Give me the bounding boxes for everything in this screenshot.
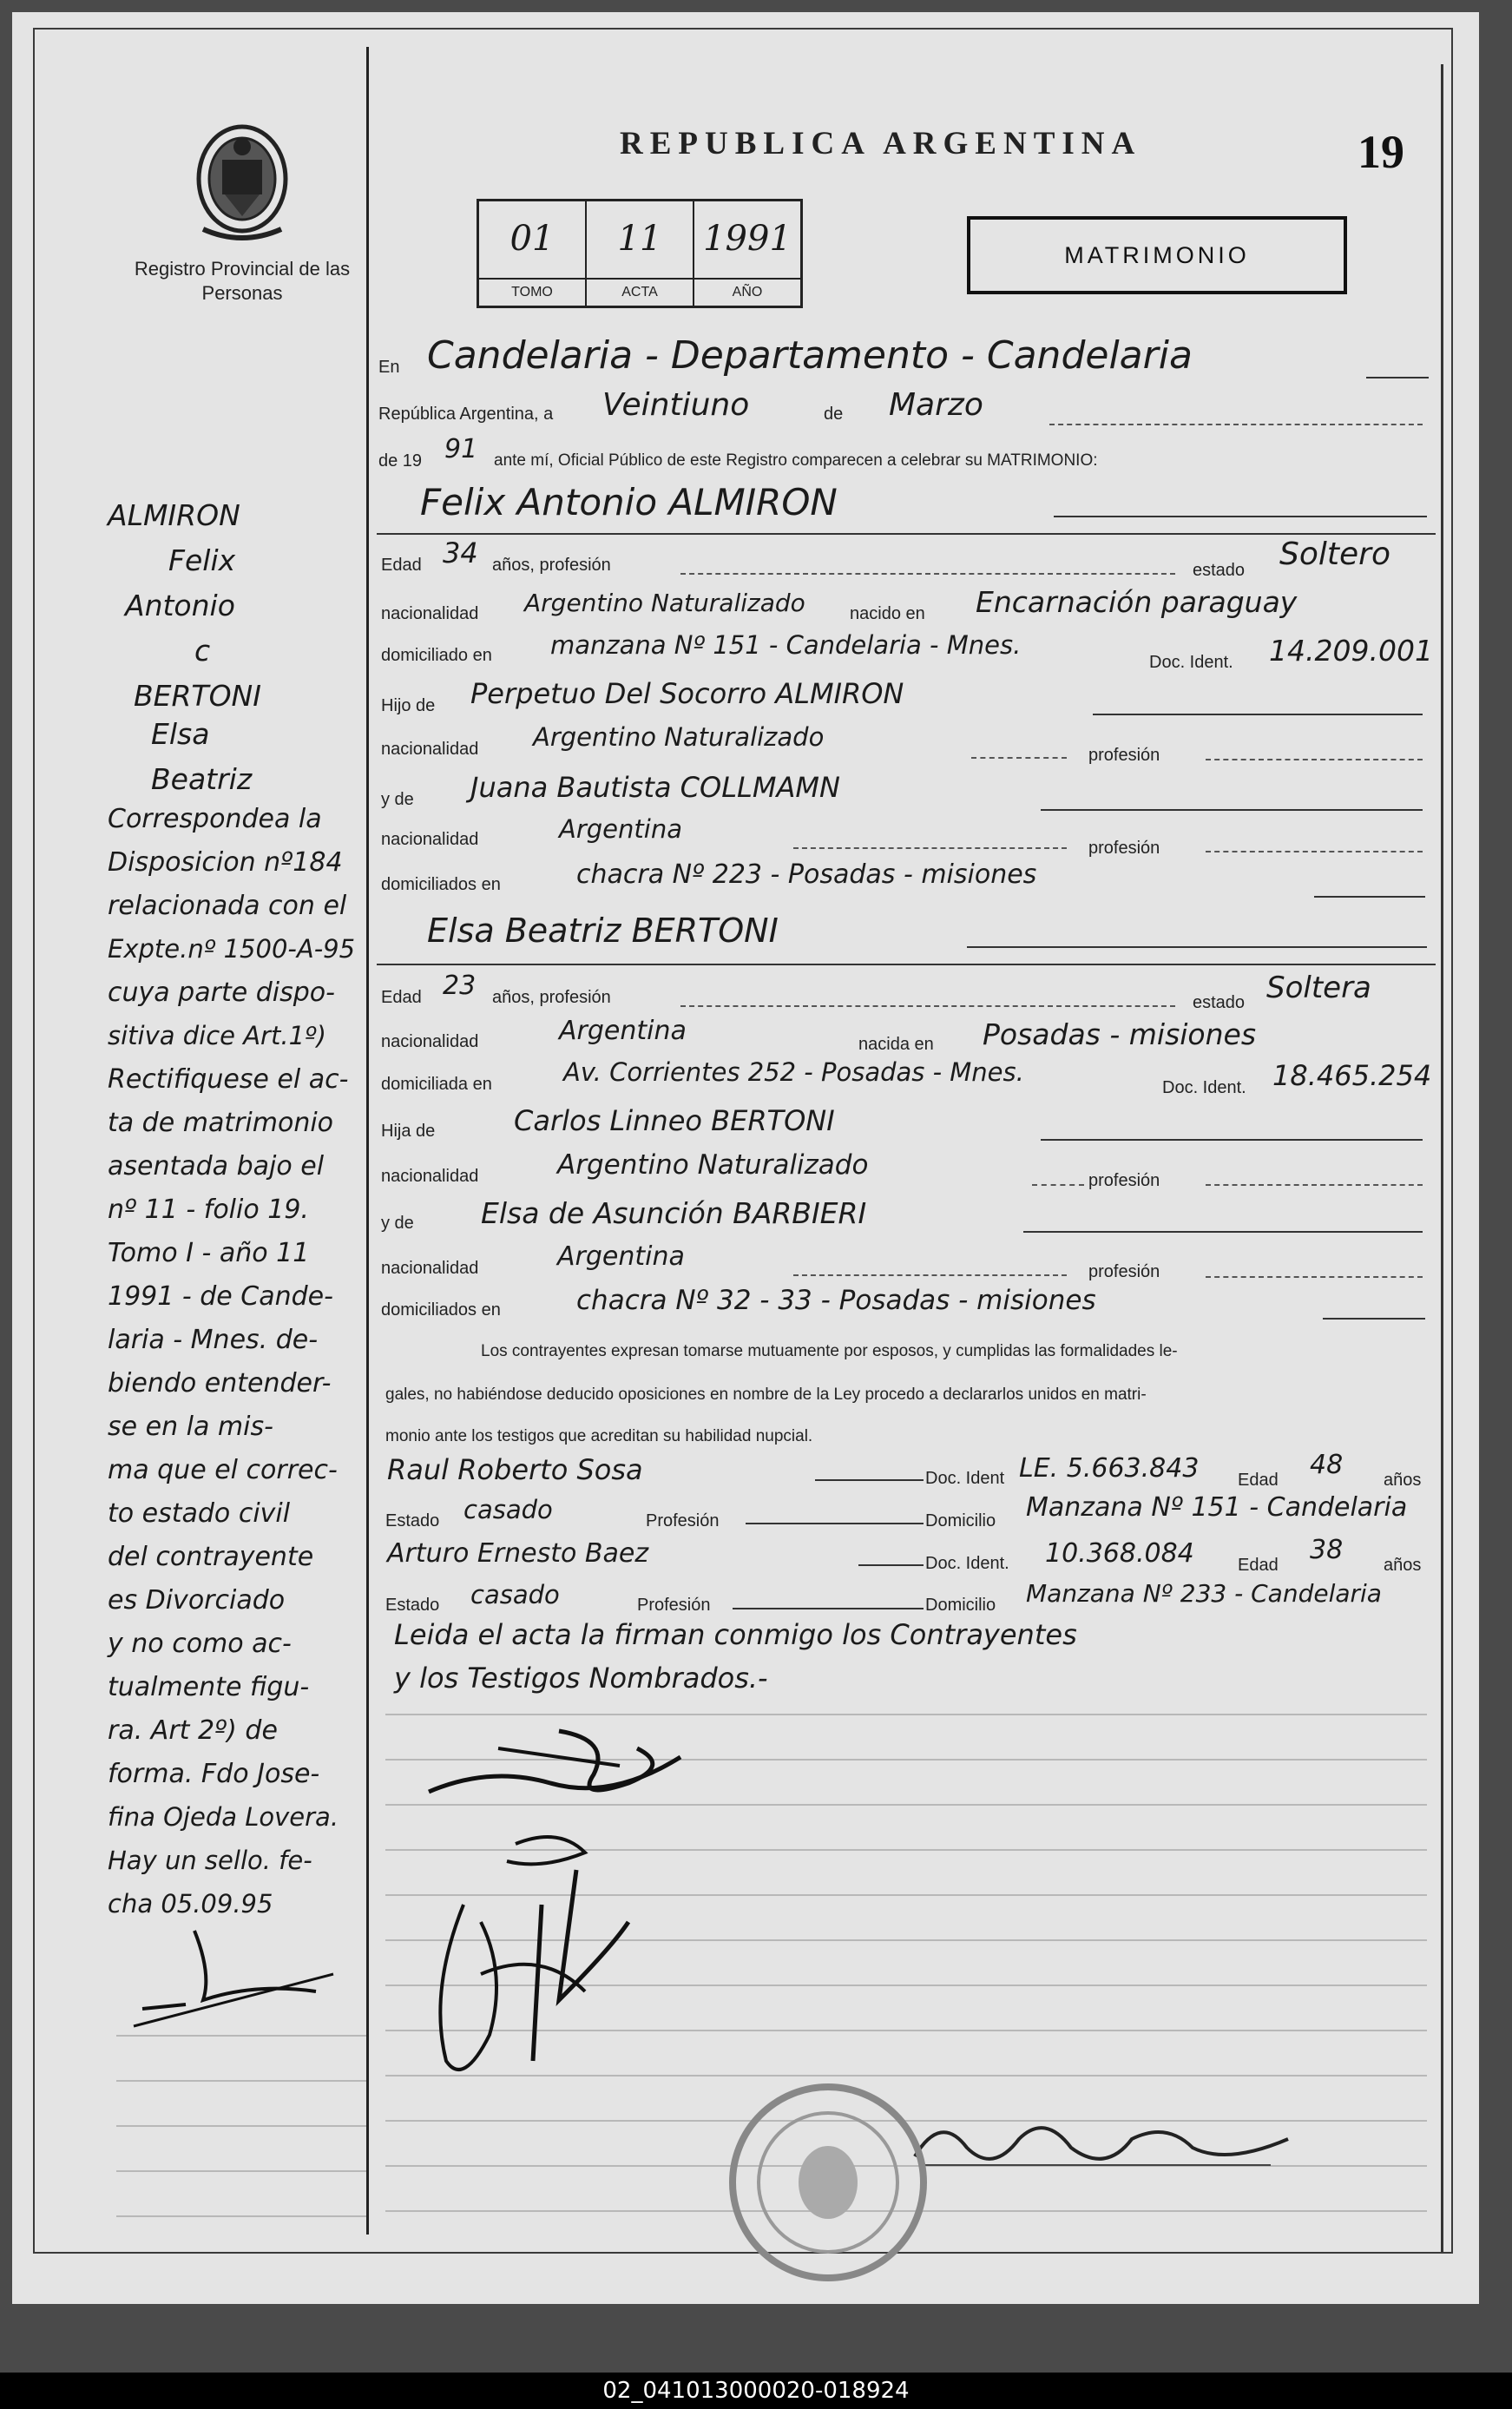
margin-line: Hay un sello. fe- [108,1846,312,1875]
margin-line: relacionada con el [108,891,347,921]
tomo-label: TOMO [479,278,585,306]
registry-name: Registro Provincial de las Personas [134,258,351,304]
rule [967,946,1427,948]
acta-value: 11 [617,219,662,259]
margin-line: cha 05.09.95 [108,1889,273,1919]
page-number: 19 [1358,126,1404,178]
groom-parents-address: chacra Nº 223 - Posadas - misiones [576,859,1037,890]
witness-1-dom-label: Domicilio [925,1511,996,1530]
groom-doc-label: Doc. Ident. [1149,653,1233,672]
witness-2-doc: 10.368.084 [1045,1538,1194,1569]
rule [1023,1231,1423,1233]
rule [746,1523,924,1524]
margin-line: BERTONI [134,679,261,713]
scan-border [12,2305,1488,2374]
margin-line: biendo entender- [108,1368,332,1399]
witness-1-doc-label: Doc. Ident [925,1469,1005,1488]
margin-line: Tomo I - año 11 [108,1238,310,1268]
bride-mother-nac: Argentina [557,1241,685,1272]
groom-hijo-label: Hijo de [381,696,436,715]
groom-father-nac: Argentino Naturalizado [533,722,825,752]
provincial-seal-icon [177,116,307,247]
witness-1-estado: casado [463,1495,553,1524]
groom-father-prof-label: profesión [1088,746,1160,765]
margin-line: ra. Art 2º) de [108,1715,278,1746]
rule [1032,1184,1084,1186]
margin-line: y no como ac- [108,1629,292,1659]
groom-estado-label: estado [1193,561,1246,580]
groom-domicilio-label: domiciliado en [381,646,492,665]
rule [1041,1139,1423,1141]
groom-doc: 14.209.001 [1269,634,1433,668]
bride-father-nac: Argentino Naturalizado [557,1149,869,1181]
margin-line: se en la mis- [108,1412,273,1442]
margin-line: Beatriz [151,762,253,796]
ruled-line [116,2215,366,2217]
intro-statement: ante mí, Oficial Público de este Registro comparecen a celebrar su MATRIMONIO: [494,451,1098,470]
ruled-line [116,2125,366,2127]
place-value: Candelaria - Departamento - Candelaria [427,333,1193,378]
margin-line: sitiva dice Art.1º) [108,1021,326,1050]
witness-2-estado: casado [470,1580,560,1609]
closing-line-2: gales, no habiéndose deducido oposiciones en nombre de la Ley procedo a declararlos unidos en matri- [385,1386,1147,1404]
groom-nacionalidad-label: nacionalidad [381,604,479,623]
bride-birthplace: Posadas - misiones [983,1017,1257,1051]
bride-profesion-label: años, profesión [492,988,611,1007]
margin-signature [125,1922,351,2044]
right-border [1441,64,1443,2252]
bride-mother-nac-label: nacionalidad [381,1259,479,1278]
rule [377,964,1436,965]
margin-line: c [194,634,211,668]
month-value: Marzo [889,387,983,423]
rule [793,847,1067,849]
rule [1323,1318,1425,1320]
final-note-line-1: Leida el acta la firman conmigo los Contrayentes [394,1618,1077,1651]
bride-mother: Elsa de Asunción BARBIERI [481,1196,867,1230]
rule [1054,516,1427,517]
margin-line: Elsa [151,717,210,751]
ruled-line [116,2080,366,2082]
bride-father: Carlos Linneo BERTONI [514,1104,835,1137]
groom-edad-label: Edad [381,556,422,575]
bride-parents-address: chacra Nº 32 - 33 - Posadas - misiones [576,1285,1096,1316]
groom-age: 34 [443,536,478,569]
bride-edad-label: Edad [381,988,422,1007]
witness-2-age: 38 [1310,1535,1344,1565]
margin-line: ALMIRON [108,498,240,532]
witness-1-dom: Manzana Nº 151 - Candelaria [1026,1492,1408,1523]
bride-mother-prof-label: profesión [1088,1262,1160,1281]
groom-father-nac-label: nacionalidad [381,740,479,759]
bride-doc: 18.465.254 [1272,1059,1432,1092]
country-title: REPUBLICA ARGENTINA [620,126,1142,161]
margin-line: ma que el correc- [108,1455,338,1485]
rule [1206,851,1423,852]
witness-2-edad-label: Edad [1238,1556,1279,1575]
rule [1049,424,1423,425]
document-page [12,12,1479,2304]
witness-1-anios-label: años [1384,1471,1422,1490]
margin-line: Expte.nº 1500-A-95 [108,934,356,964]
signature-2 [411,1818,689,2096]
groom-father: Perpetuo Del Socorro ALMIRON [470,677,904,710]
image-id-caption: 02_041013000020-018924 [0,2373,1512,2409]
witness-2-dom-label: Domicilio [925,1596,996,1615]
groom-birthplace: Encarnación paraguay [976,585,1298,619]
witness-1-name: Raul Roberto Sosa [387,1453,643,1486]
anio-label: AÑO [694,278,800,306]
margin-line: fina Ojeda Lovera. [108,1802,339,1832]
closing-line-3: monio ante los testigos que acreditan su habilidad nupcial. [385,1427,813,1445]
margin-line: del contrayente [108,1542,314,1572]
margin-line: tualmente figu- [108,1672,310,1702]
acta-cell [587,201,694,306]
margin-line: asentada bajo el [108,1151,325,1181]
anio-cell [694,201,800,306]
groom-nacido-label: nacido en [850,604,925,623]
rule [793,1274,1067,1276]
witness-1-edad-label: Edad [1238,1471,1279,1490]
tomo-cell [479,201,587,306]
groom-mother: Juana Bautista COLLMAMN [470,771,840,804]
margin-line: Antonio [125,589,235,622]
final-note-line-2: y los Testigos Nombrados.- [394,1662,768,1695]
rule [858,1564,924,1566]
rule [733,1608,924,1609]
act-type-box: MATRIMONIO [967,216,1347,294]
margin-line: Rectifiquese el ac- [108,1064,349,1095]
groom-address: manzana Nº 151 - Candelaria - Mnes. [550,630,1022,660]
witness-2-doc-label: Doc. Ident. [925,1554,1009,1573]
bride-name: Elsa Beatriz BERTONI [427,912,779,950]
margin-line: forma. Fdo Jose- [108,1759,320,1789]
witness-1-estado-label: Estado [385,1511,440,1530]
signature-1 [420,1714,698,1818]
closing-line-1: Los contrayentes expresan tomarse mutuamente por esposos, y cumplidas las formalidades le- [481,1342,1178,1360]
rule [1206,759,1423,760]
groom-mother-prof-label: profesión [1088,839,1160,858]
bride-yde-label: y de [381,1214,414,1233]
bride-domiciliada-label: domiciliada en [381,1075,492,1094]
witness-1-age: 48 [1310,1450,1344,1480]
witness-2-dom: Manzana Nº 233 - Candelaria [1026,1579,1382,1608]
witness-1-profesion-label: Profesión [646,1511,720,1530]
groom-name: Felix Antonio ALMIRON [420,481,838,523]
bride-nacionalidad: Argentina [559,1016,687,1046]
bride-nacionalidad-label: nacionalidad [381,1032,479,1051]
official-stamp-icon [724,2078,932,2287]
rule [1206,1184,1423,1186]
bride-nacida-label: nacida en [858,1035,934,1054]
bride-estado-label: estado [1193,993,1246,1012]
groom-nacionalidad: Argentino Naturalizado [524,589,805,617]
de-label: de [824,405,844,424]
tomo-value: 01 [509,219,555,259]
rule [971,757,1067,759]
anio-value: 1991 [703,219,792,259]
witness-2-profesion-label: Profesión [637,1596,711,1615]
rule [1093,714,1423,715]
margin-line: Felix [168,543,236,577]
bride-age: 23 [443,971,477,1001]
margin-line: Correspondea la [108,804,322,834]
bride-father-nac-label: nacionalidad [381,1167,479,1186]
witness-2-anios-label: años [1384,1556,1422,1575]
groom-mother-nac: Argentina [559,814,682,844]
year-label: de 19 [378,451,423,471]
day-value: Veintiuno [602,387,750,423]
bride-father-prof-label: profesión [1088,1171,1160,1190]
bride-doc-label: Doc. Ident. [1162,1078,1246,1097]
margin-line: 1991 - de Cande- [108,1281,333,1312]
witness-2-estado-label: Estado [385,1596,440,1615]
groom-parents-dom-label: domiciliados en [381,875,501,894]
groom-profesion-label: años, profesión [492,556,611,575]
registration-box [477,199,803,308]
rule [377,533,1436,535]
witness-2-name: Arturo Ernesto Baez [387,1538,649,1569]
witness-1-doc: LE. 5.663.843 [1019,1453,1200,1484]
bride-estado: Soltera [1266,971,1371,1005]
republica-label: República Argentina, a [378,405,554,424]
groom-mother-nac-label: nacionalidad [381,830,479,849]
rule [1206,1276,1423,1278]
year-suffix: 91 [444,434,478,464]
margin-line: to estado civil [108,1498,291,1529]
margin-line: ta de matrimonio [108,1108,334,1138]
rule [680,573,1175,575]
bride-parents-dom-label: domiciliados en [381,1300,501,1320]
bride-address: Av. Corrientes 252 - Posadas - Mnes. [563,1057,1024,1087]
bride-hija-label: Hija de [381,1122,436,1141]
margin-line: cuya parte dispo- [108,977,335,1008]
rule [680,1005,1175,1007]
groom-yde-label: y de [381,790,414,809]
margin-line: Disposicion nº184 [108,847,343,878]
margin-line: es Divorciado [108,1585,286,1616]
rule [1041,809,1423,811]
margin-line: laria - Mnes. de- [108,1325,319,1355]
rule [1314,896,1425,898]
margin-line: nº 11 - folio 19. [108,1195,309,1225]
groom-estado: Soltero [1279,536,1390,572]
en-label: En [378,358,400,377]
official-signature [906,2104,1297,2182]
ruled-line [116,2170,366,2172]
rule [815,1479,924,1481]
rule [1366,377,1429,378]
acta-label: ACTA [587,278,693,306]
